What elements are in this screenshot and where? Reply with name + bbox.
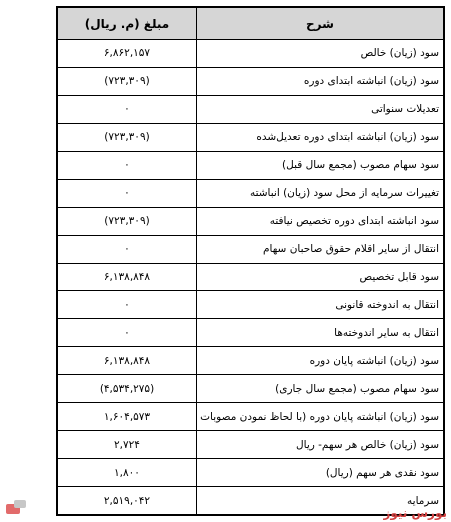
table-row <box>58 319 444 347</box>
table-header-row <box>58 8 444 40</box>
watermark-logo <box>6 500 28 518</box>
row-description: سود (زیان) انباشته ابتدای دوره تعدیل‌شده <box>197 123 444 151</box>
row-amount: ۰ <box>58 319 197 347</box>
row-description: انتقال به اندوخته قانونی <box>197 291 444 319</box>
row-description: سود انباشته ابتدای دوره تخصیص نیافته <box>197 207 444 235</box>
row-amount: ۰ <box>58 235 197 263</box>
watermark-text: بورس نیوز <box>383 506 447 520</box>
row-description: تعدیلات سنواتی <box>197 95 444 123</box>
row-amount: (۷۲۳,۳۰۹) <box>58 123 197 151</box>
row-description: سود (زیان) خالص هر سهم- ریال <box>197 431 444 459</box>
table-row <box>58 67 444 95</box>
row-description: سود (زیان) خالص <box>197 40 444 68</box>
table-row <box>58 263 444 291</box>
row-description: سود (زیان) انباشته پایان دوره (با لحاظ نمودن مصوبات <box>197 403 444 431</box>
table-row <box>58 40 444 68</box>
row-amount: ۱,۶۰۴,۵۷۳ <box>58 403 197 431</box>
table-row <box>58 235 444 263</box>
row-amount: ۰ <box>58 151 197 179</box>
row-amount: ۶,۱۳۸,۸۴۸ <box>58 347 197 375</box>
table-row <box>58 179 444 207</box>
table-row <box>58 291 444 319</box>
row-amount: ۶,۸۶۲,۱۵۷ <box>58 40 197 68</box>
row-description: سرمایه <box>197 487 444 515</box>
profit-distribution-table <box>57 7 444 515</box>
row-amount: ۱,۸۰۰ <box>58 459 197 487</box>
row-amount: (۷۲۳,۳۰۹) <box>58 207 197 235</box>
table-row <box>58 123 444 151</box>
row-description: سود قابل تخصیص <box>197 263 444 291</box>
table-body <box>58 40 444 515</box>
table-row <box>58 347 444 375</box>
row-description: سود نقدی هر سهم (ریال) <box>197 459 444 487</box>
row-description: سود (زیان) انباشته پایان دوره <box>197 347 444 375</box>
row-amount: ۲,۷۲۴ <box>58 431 197 459</box>
row-description: سود سهام مصوب (مجمع سال جاری) <box>197 375 444 403</box>
row-amount: ۰ <box>58 179 197 207</box>
table-row <box>58 207 444 235</box>
table-row <box>58 151 444 179</box>
header-amount: مبلغ (م. ریال) <box>58 8 197 40</box>
table-row <box>58 403 444 431</box>
boursenews-logo-icon <box>6 500 28 518</box>
row-amount: ۶,۱۳۸,۸۴۸ <box>58 263 197 291</box>
table-row <box>58 459 444 487</box>
row-amount: ۲,۵۱۹,۰۴۲ <box>58 487 197 515</box>
row-amount: (۷۲۳,۳۰۹) <box>58 67 197 95</box>
row-description: سود (زیان) انباشته ابتدای دوره <box>197 67 444 95</box>
financial-table-container <box>56 6 445 516</box>
table-row <box>58 375 444 403</box>
row-amount: (۴,۵۳۴,۲۷۵) <box>58 375 197 403</box>
table-row <box>58 95 444 123</box>
row-description: سود سهام مصوب (مجمع سال قبل) <box>197 151 444 179</box>
row-amount: ۰ <box>58 291 197 319</box>
row-description: انتقال به سایر اندوخته‌ها <box>197 319 444 347</box>
row-description: تغییرات سرمایه از محل سود (زیان) انباشته <box>197 179 444 207</box>
row-amount: ۰ <box>58 95 197 123</box>
table-row <box>58 431 444 459</box>
header-description: شرح <box>197 8 444 40</box>
row-description: انتقال از سایر اقلام حقوق صاحبان سهام <box>197 235 444 263</box>
